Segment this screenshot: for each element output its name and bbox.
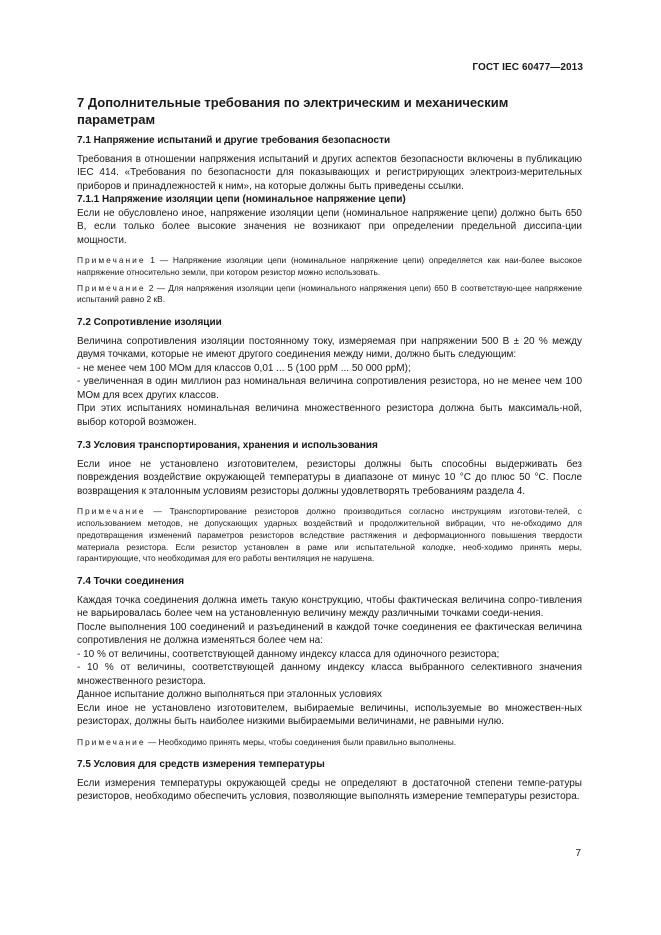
list-item: - не менее чем 100 МОм для классов 0,01 ... 5 (100 ppM ... 50 000 ppM); [77,362,411,374]
paragraph: После выполнения 100 соединений и разъединений в каждой точке соединения ее фактическая величина сопротивления не должна изменяться более чем на: [77,621,582,647]
paragraph: Величина сопротивления изоляции постоянному току, измеряемая при напряжении 500 В ± 20 % между двумя точками, которые не имеют другого соединения между ними, должно быть следующим: [77,335,582,361]
content-body [77,134,582,804]
note-label: Примечание [77,282,146,293]
list-item: - 10 % от величины, соответствующей данному индексу класса для одиночного резистора; [77,648,500,660]
note [77,506,582,565]
note-label: Примечание [77,506,146,517]
section-heading-7-5: 7.5 Условия для средств измерения температуры [77,759,325,771]
section-heading-7-2: 7.2 Сопротивление изоляции [77,317,222,329]
paragraph: Каждая точка соединения должна иметь такую конструкцию, чтобы фактическая величина сопро-тивления не варьировалась более чем на установленную величину между различными точками соеди-нения. [77,594,582,620]
paragraph: Если не обусловлено иное, напряжение изоляции цепи (номинальное напряжение цепи) должно быть 650 В, если только более высокие значения не возникают при определении предельной диссипа-ции мощности. [77,207,582,246]
paragraph: Если измерения температуры окружающей среды не определяют в достаточной степени темпе-ратуры резисторов, необходимо обеспечить условия, позволяющие выполнять измерение температуры резистора. [77,777,582,803]
note [77,737,582,749]
note-text: — Транспортирование резисторов должно производиться согласно инструкциям изготови-телей, с использованием методов, не допускающих ударных воздействий и продолжительной вибрации, что не-обходимо для предотвращения изменений параметров резисторов вследствие растяжения и деформационного повышения твердости материала резистора. Если резистор установлен в раме или испытательной колодке, необ-ходимо принять меры, гарантирующие, что необходимая для его работы вентиляция не нарушена. [77,506,582,564]
paragraph: Если иное не установлено изготовителем, резисторы должны быть способны выдерживать без повреждения воздействие окружающей температуры в диапазоне от минус 10 °С до плюс 50 °С. После возвращения к эталонным условиям резисторы должны удовлетворять требованиям раздела 4. [77,458,582,497]
section-heading-7-3: 7.3 Условия транспортирования, хранения и использования [77,440,378,452]
section-heading-7-1: 7.1 Напряжение испытаний и другие требования безопасности [77,135,391,146]
note-label: Примечание [77,736,146,747]
paragraph: Если иное не установлено изготовителем, выбираемые величины, используемые во множествен-ных резисторах, должны быть наиболее низкими выбираемыми величинами, не равными нулю. [77,702,582,728]
note-text: — Необходимо принять меры, чтобы соединения были правильно выполнены. [145,736,457,747]
list-item: - 10 % от величины, соответствующей данному индексу класса выбранного селективного значения множественного резистора. [77,662,582,687]
note-text: 1 — Напряжение изоляции цепи (номинальное напряжение цепи) определяется как наи-более высокое напряжение относительно земли, при котором резистор можно использовать. [77,255,582,277]
paragraph: При этих испытаниях номинальная величина множественного резистора должна быть максималь-ной, выбор которой возможен. [77,403,582,428]
note [77,255,582,279]
note-label: Примечание [77,255,146,265]
note [77,283,582,307]
paragraph: Требования в отношении напряжения испытаний и других аспектов безопасности включены в публикацию IEC 414. «Требования по безопасности для показывающих и регистрирующих электроиз-мерительных приборов и принадлежностей к ним», на которые должны быть приведены ссылки. [77,153,582,192]
list-item: - увеличенная в один миллион раз номинальная величина сопротивления резистора, но не менее чем 100 МОм для всех других классов. [77,376,582,401]
note-text: 2 — Для напряжения изоляции цепи (номинального напряжения цепи) 650 В соответствую-щее напряжение испытаний равно 2 кВ. [77,282,582,305]
document-header: ГОСТ IEC 60477—2013 [472,62,583,73]
section-title: 7 Дополнительные требования по электрическим и механическим параметрам [77,95,509,127]
paragraph: Данное испытание должно выполняться при эталонных условиях [77,689,383,701]
subsection-heading-7-1-1: 7.1.1 Напряжение изоляции цепи (номинальное напряжение цепи) [77,194,406,205]
page-number: 7 [575,848,581,859]
section-heading-7-4: 7.4 Точки соединения [77,576,185,588]
